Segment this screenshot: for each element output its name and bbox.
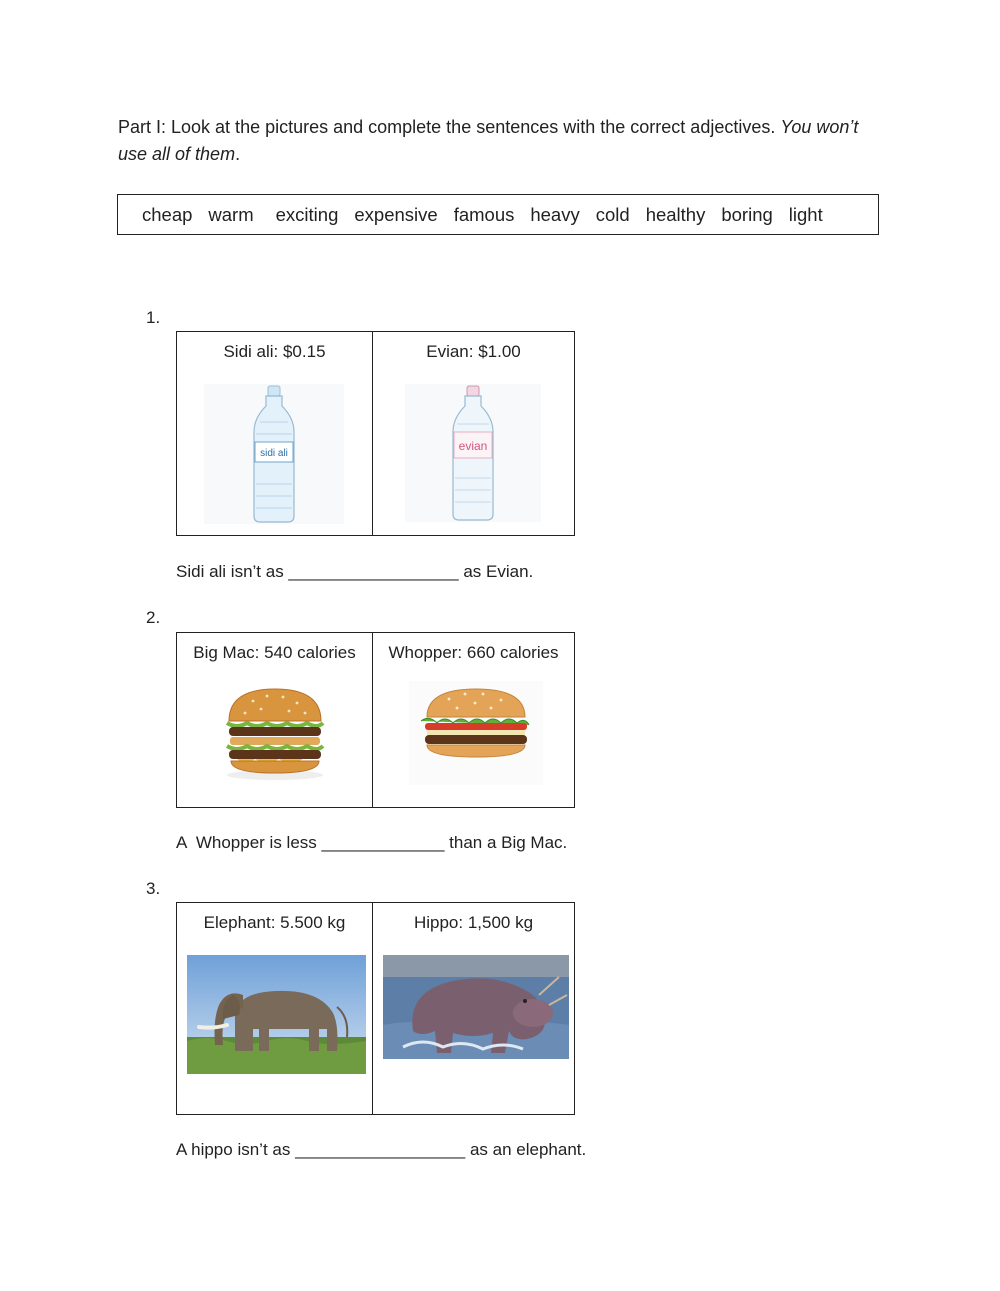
sidi-ali-label: sidi ali [260,448,288,459]
sidi-ali-caption: Sidi ali: $0.15 [223,342,326,361]
question-1-table [176,331,575,536]
word-bank [117,194,879,235]
hippo-caption: Hippo: 1,500 kg [413,913,534,932]
word-bank-item: healthy [645,203,706,225]
question-2-table [176,632,575,808]
question-2-right-cell [373,633,574,807]
hippo-image [383,955,569,1059]
evian-label: evian [458,439,488,453]
word-bank-item: light [788,203,823,225]
word-bank-item: heavy [530,203,580,225]
instructions-text: Part I: Look at the pictures and complete the sentences with the correct adjectives. [118,117,781,137]
instructions-italic: You won’t use all of them [118,117,859,164]
word-bank-item: cold [595,203,630,225]
word-bank-item: cheap [142,203,193,225]
instructions [118,114,888,168]
word-bank-item: boring [721,203,773,225]
elephant-image [187,955,366,1074]
question-number: 3. [146,879,161,898]
big-mac-image [223,685,327,781]
question-1-left-cell [177,332,373,535]
question-3-sentence: A hippo isn’t as __________________ as an elephant. [176,1140,587,1159]
word-bank-item: warm [208,203,254,225]
evian-caption: Evian: $1.00 [426,342,521,361]
word-bank-item: exciting [275,203,339,225]
whopper-caption: Whopper: 660 calories [388,643,559,662]
question-2-sentence: A Whopper is less _____________ than a Big Mac. [176,833,568,852]
word-bank-item: expensive [354,203,438,225]
elephant-caption: Elephant: 5.500 kg [203,913,346,932]
question-number: 1. [146,308,161,327]
whopper-image [409,681,543,785]
big-mac-caption: Big Mac: 540 calories [193,643,356,662]
evian-bottle-image [405,384,541,522]
question-1-sentence: Sidi ali isn’t as __________________ as Evian. [176,562,534,581]
question-2-left-cell [177,633,373,807]
question-1-right-cell [373,332,574,535]
instructions-end: . [235,144,241,164]
question-number: 2. [146,608,161,627]
question-3-right-cell [373,903,574,1114]
question-3-table [176,902,575,1115]
question-3-left-cell [177,903,373,1114]
word-bank-item: famous [453,203,515,225]
sidi-ali-bottle-image [204,384,344,524]
